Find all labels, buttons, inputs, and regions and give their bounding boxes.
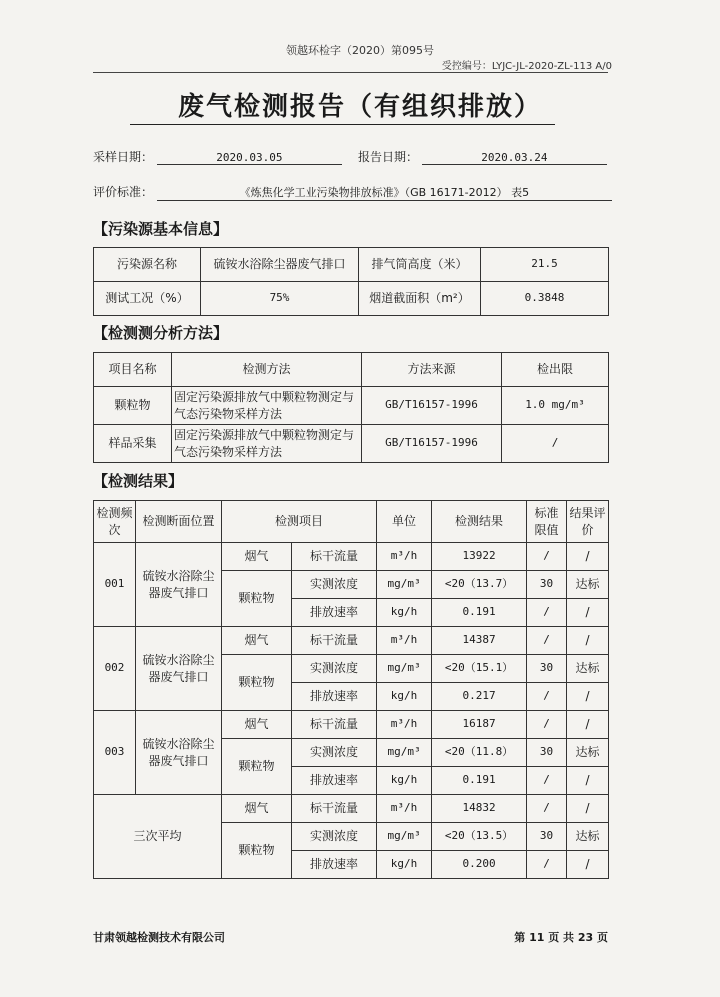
item-group-flue: 烟气 (222, 711, 292, 739)
footer-company: 甘肃领越检测技术有限公司 (93, 931, 225, 944)
item-name: 标干流量 (292, 543, 377, 571)
unit-cell: mg/m³ (377, 823, 432, 851)
test-condition-value: 75% (201, 282, 359, 316)
limit-value: 30 (527, 823, 567, 851)
method-source: GB/T16157-1996 (362, 425, 502, 463)
column-header-eval: 结果评价 (567, 501, 609, 543)
method-source: GB/T16157-1996 (362, 387, 502, 425)
standard-row (93, 183, 612, 201)
method-table (93, 352, 609, 463)
section-method-heading: 【检测测分析方法】 (93, 324, 229, 342)
stack-height-label: 排气筒高度（米） (359, 248, 481, 282)
evaluation-value: / (567, 683, 609, 711)
footer-page-number: 第 11 页 共 23 页 (514, 931, 608, 944)
item-name: 实测浓度 (292, 655, 377, 683)
frequency-number: 001 (94, 543, 136, 627)
unit-cell: kg/h (377, 851, 432, 879)
table-row (94, 627, 609, 655)
column-header: 检出限 (502, 353, 609, 387)
item-name: 实测浓度 (292, 823, 377, 851)
unit-cell: mg/m³ (377, 739, 432, 767)
result-value: <20（13.7） (432, 571, 527, 599)
frequency-number: 003 (94, 711, 136, 795)
evaluation-value: 达标 (567, 571, 609, 599)
limit-value: 30 (527, 739, 567, 767)
item-group-flue: 烟气 (222, 627, 292, 655)
unit-cell: m³/h (377, 711, 432, 739)
source-name-value: 硫铵水浴除尘器废气排口 (201, 248, 359, 282)
result-value: 0.191 (432, 767, 527, 795)
limit-value: / (527, 683, 567, 711)
report-date-label: 报告日期： (358, 150, 419, 164)
unit-cell: kg/h (377, 599, 432, 627)
result-value: 14832 (432, 795, 527, 823)
limit-value: / (527, 599, 567, 627)
result-value: <20（15.1） (432, 655, 527, 683)
limit-value: / (527, 795, 567, 823)
table-row (94, 711, 609, 739)
standard-value: 《炼焦化学工业污染物排放标准》（GB 16171-2012） 表5 (157, 184, 612, 201)
sampling-position: 硫铵水浴除尘器废气排口 (136, 543, 222, 627)
sampling-position: 硫铵水浴除尘器废气排口 (136, 627, 222, 711)
method-description: 固定污染源排放气中颗粒物测定与气态污染物采样方法 (172, 425, 362, 463)
item-name: 标干流量 (292, 711, 377, 739)
table-row (94, 282, 609, 316)
item-group-particulate: 颗粒物 (222, 739, 292, 795)
page-title: 废气检测报告（有组织排放） (177, 92, 542, 122)
sampling-date-label: 采样日期： (93, 150, 154, 164)
column-header-limit: 标准限值 (527, 501, 567, 543)
column-header: 检测方法 (172, 353, 362, 387)
average-label: 三次平均 (94, 795, 222, 879)
flue-area-value: 0.3848 (481, 282, 609, 316)
result-value: <20（11.8） (432, 739, 527, 767)
unit-cell: mg/m³ (377, 655, 432, 683)
section-source-heading: 【污染源基本信息】 (93, 220, 229, 238)
item-name: 排放速率 (292, 683, 377, 711)
column-header-position: 检测断面位置 (136, 501, 222, 543)
evaluation-value: 达标 (567, 655, 609, 683)
sampling-date-row (93, 148, 342, 165)
section-result-heading: 【检测结果】 (93, 472, 184, 490)
item-name: 标干流量 (292, 795, 377, 823)
item-group-particulate: 颗粒物 (222, 571, 292, 627)
limit-value: / (527, 627, 567, 655)
item-group-particulate: 颗粒物 (222, 823, 292, 879)
table-row (94, 387, 609, 425)
evaluation-value: / (567, 599, 609, 627)
column-header: 方法来源 (362, 353, 502, 387)
table-row (94, 795, 609, 823)
evaluation-value: / (567, 543, 609, 571)
evaluation-value: / (567, 711, 609, 739)
evaluation-value: / (567, 851, 609, 879)
frequency-number: 002 (94, 627, 136, 711)
column-header-unit: 单位 (377, 501, 432, 543)
column-header-item: 检测项目 (222, 501, 377, 543)
column-header-freq: 检测频次 (94, 501, 136, 543)
report-date-row (358, 148, 607, 165)
result-value: 0.200 (432, 851, 527, 879)
item-group-flue: 烟气 (222, 543, 292, 571)
item-name: 标干流量 (292, 627, 377, 655)
source-info-table (93, 247, 609, 316)
evaluation-value: / (567, 767, 609, 795)
table-row (94, 248, 609, 282)
unit-cell: mg/m³ (377, 571, 432, 599)
item-group-flue: 烟气 (222, 795, 292, 823)
evaluation-value: / (567, 795, 609, 823)
evaluation-value: 达标 (567, 823, 609, 851)
limit-value: 30 (527, 655, 567, 683)
unit-cell: m³/h (377, 543, 432, 571)
unit-cell: kg/h (377, 683, 432, 711)
result-table (93, 500, 609, 879)
evaluation-value: / (567, 627, 609, 655)
method-item: 颗粒物 (94, 387, 172, 425)
column-header-result: 检测结果 (432, 501, 527, 543)
report-ref-number: 领越环检字（2020）第095号 (286, 44, 434, 57)
header-divider (93, 72, 608, 73)
unit-cell: kg/h (377, 767, 432, 795)
control-number: 受控编号：LYJC-JL-2020-ZL-113 A/0 (441, 61, 612, 72)
evaluation-value: 达标 (567, 739, 609, 767)
item-name: 排放速率 (292, 599, 377, 627)
table-header-row (94, 501, 609, 543)
stack-height-value: 21.5 (481, 248, 609, 282)
limit-value: 30 (527, 571, 567, 599)
unit-cell: m³/h (377, 795, 432, 823)
limit-value: / (527, 851, 567, 879)
item-name: 排放速率 (292, 767, 377, 795)
source-name-label: 污染源名称 (94, 248, 201, 282)
result-value: 16187 (432, 711, 527, 739)
item-name: 实测浓度 (292, 739, 377, 767)
limit-value: / (527, 767, 567, 795)
column-header: 项目名称 (94, 353, 172, 387)
limit-value: / (527, 711, 567, 739)
method-description: 固定污染源排放气中颗粒物测定与气态污染物采样方法 (172, 387, 362, 425)
title-underline (130, 124, 555, 125)
detection-limit: 1.0 mg/m³ (502, 387, 609, 425)
item-name: 排放速率 (292, 851, 377, 879)
flue-area-label: 烟道截面积（m²） (359, 282, 481, 316)
test-condition-label: 测试工况（%） (94, 282, 201, 316)
result-value: <20（13.5） (432, 823, 527, 851)
limit-value: / (527, 543, 567, 571)
table-header-row (94, 353, 609, 387)
sampling-position: 硫铵水浴除尘器废气排口 (136, 711, 222, 795)
result-value: 0.191 (432, 599, 527, 627)
detection-limit: / (502, 425, 609, 463)
table-row (94, 543, 609, 571)
table-row (94, 425, 609, 463)
unit-cell: m³/h (377, 627, 432, 655)
result-value: 13922 (432, 543, 527, 571)
item-group-particulate: 颗粒物 (222, 655, 292, 711)
method-item: 样品采集 (94, 425, 172, 463)
item-name: 实测浓度 (292, 571, 377, 599)
sampling-date-value: 2020.03.05 (157, 151, 342, 165)
standard-label: 评价标准： (93, 185, 154, 199)
result-value: 14387 (432, 627, 527, 655)
result-value: 0.217 (432, 683, 527, 711)
report-date-value: 2020.03.24 (422, 151, 607, 165)
